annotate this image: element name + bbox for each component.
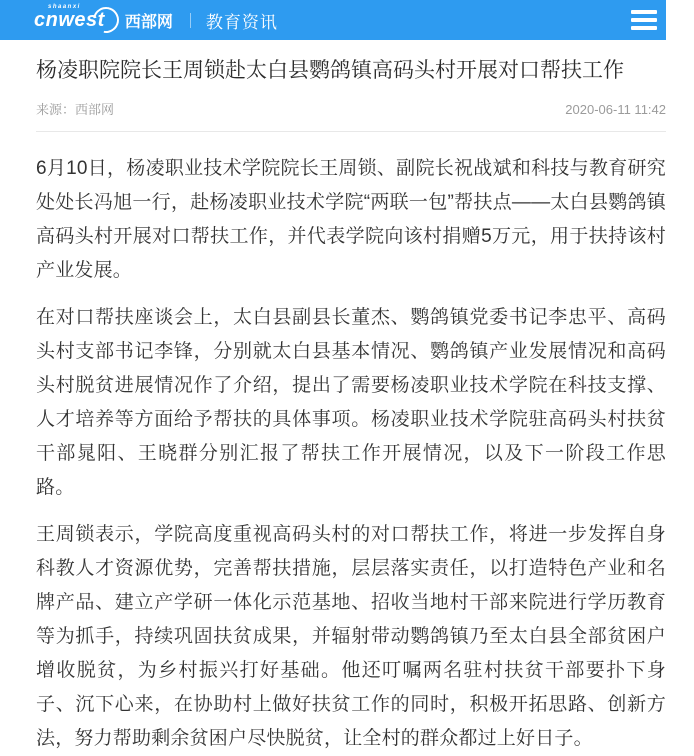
cnwest-logo <box>34 4 113 31</box>
site-header <box>0 0 666 40</box>
header-divider <box>190 13 191 28</box>
article-title: 杨凌职院院长王周锁赴太白县鹦鸽镇高码头村开展对口帮扶工作 <box>36 59 624 82</box>
logo-swoosh-icon <box>88 2 124 38</box>
site-name: 西部网 <box>124 13 173 31</box>
article <box>0 56 694 756</box>
article-source <box>36 102 114 117</box>
meta-divider-line <box>36 131 666 132</box>
hamburger-bar <box>631 10 657 14</box>
hamburger-menu-icon[interactable] <box>631 10 657 30</box>
hamburger-bar <box>631 26 657 30</box>
source-label: 来源： <box>36 102 76 117</box>
logo-brand-text: cnwest <box>34 9 105 31</box>
paragraph-3: 王周锁表示，学院高度重视高码头村的对口帮扶工作，将进一步发挥自身科教人才资源优势，完善帮扶措施，层层落实责任，以打造特色产业和名牌产品、建立产学研一体化示范基地、招收当地村干部来院进行学历教育等为抓手，持续巩固扶贫成果，并辐射带动鹦鸽镇乃至太白县全部贫困户增收脱贫，为乡村振兴打好基础。他还叮嘱两名驻村扶贫干部要扑下身子、沉下心来，在协助村上做好扶贫工作的同时，积极开拓思路、创新方法，努力帮助剩余贫困户尽快脱贫，让全村的群众都过上好日子。 <box>36 524 666 749</box>
site-logo[interactable] <box>34 4 173 32</box>
source-name: 西部网 <box>75 102 115 117</box>
article-body <box>36 152 666 756</box>
article-meta <box>36 102 666 117</box>
hamburger-bar <box>631 18 657 22</box>
article-datetime: 2020-06-11 11:42 <box>565 102 666 117</box>
paragraph-1: 6月10日，杨凌职业技术学院院长王周锁、副院长祝战斌和科技与教育研究处处长冯旭一行，赴杨凌职业技术学院“两联一包”帮扶点——太白县鹦鸽镇高码头村开展对口帮扶工作，并代表学院向该村捐赠5万元，用于扶持该村产业发展。 <box>36 158 666 281</box>
logo-subtext: shaanxi <box>48 4 81 10</box>
section-title[interactable]: 教育资讯 <box>205 12 278 32</box>
paragraph-2: 在对口帮扶座谈会上，太白县副县长董杰、鹦鸽镇党委书记李忠平、高码头村支部书记李锋，分别就太白县基本情况、鹦鸽镇产业发展情况和高码头村脱贫进展情况作了介绍，提出了需要杨凌职业技术学院在科技支撑、人才培养等方面给予帮扶的具体事项。杨凌职业技术学院驻高码头村扶贫干部晁阳、王晓群分别汇报了帮扶工作开展情况，以及下一阶段工作思路。 <box>36 307 666 498</box>
